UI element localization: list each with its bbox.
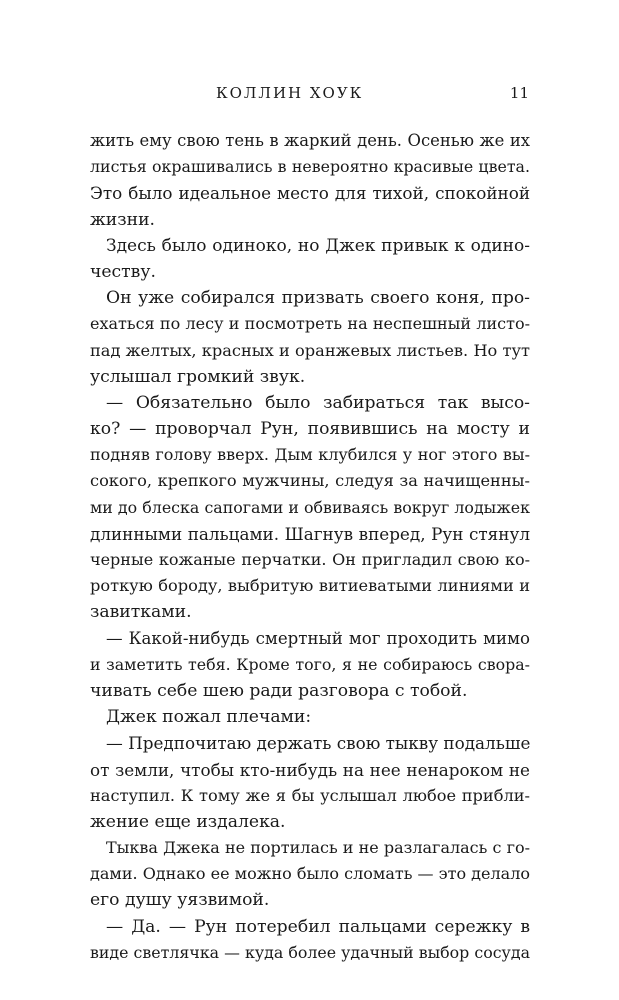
text-line: сокого, крепкого мужчины, следуя за начищенны- [90,471,530,491]
text-line: жить ему свою тень в жаркий день. Осенью же их [90,131,530,150]
text-line: и заметить тебя. Кроме того, я не собираюсь свора- [90,654,530,674]
text-line: подняв голову вверх. Дым клубился у ног этого вы- [90,445,530,465]
text-line: — Какой-нибудь смертный мог проходить мимо [106,628,530,648]
text-line: честву. [90,261,156,282]
running-head [0,82,619,104]
page-number: 11 [509,84,529,102]
text-line: Тыква Джека не портилась и не разлагалась с го- [106,838,530,858]
text-line: ко? — проворчал Рун, появившись на мосту и [90,419,530,440]
text-line: черные кожаные перчатки. Он пригладил свою ко- [90,550,530,569]
text-line: жение еще издалека. [90,811,286,832]
text-line: — Да. — Рун потеребил пальцами сережку в [106,916,530,937]
body-text [90,128,530,966]
text-line: чивать себе шею ради разговора с тобой. [90,680,468,701]
text-line: Джек пожал плечами: [106,707,312,728]
text-line: Это было идеальное место для тихой, спокойной [90,183,530,204]
text-line: ми до блеска сапогами и обвиваясь вокруг лодыжек [90,497,530,517]
text-line: — Обязательно было забираться так высо- [106,392,530,413]
text-line: длинными пальцами. Шагнув вперед, Рун стянул [90,523,530,544]
text-line: пад желтых, красных и оранжевых листьев. Но тут [90,340,530,360]
running-head-author: КОЛЛИН ХОУК [216,84,364,102]
text-line: ехаться по лесу и посмотреть на неспешный листо- [90,314,530,334]
text-line: Он уже собирался призвать своего коня, про- [106,288,530,309]
text-line: его душу уязвимой. [90,890,270,911]
text-line: услышал громкий звук. [90,366,306,387]
text-line: виде светлячка — куда более удачный выбор сосуда [90,942,530,962]
text-line: листья окрашивались в невероятно красивые цвета. [90,157,530,177]
text-line: наступил. К тому же я бы услышал любое прибли- [90,785,530,805]
text-line: — Предпочитаю держать свою тыкву подальше [106,733,531,754]
text-line: дами. Однако ее можно было сломать — это делало [90,864,530,884]
text-line: жизни. [90,209,156,230]
text-line: роткую бороду, выбритую витиеватыми линиями и [90,576,530,596]
text-line: Здесь было одиноко, но Джек привык к одино- [106,235,530,256]
text-line: от земли, чтобы кто-нибудь на нее ненароком не [90,759,530,780]
text-line: завитками. [90,602,192,623]
